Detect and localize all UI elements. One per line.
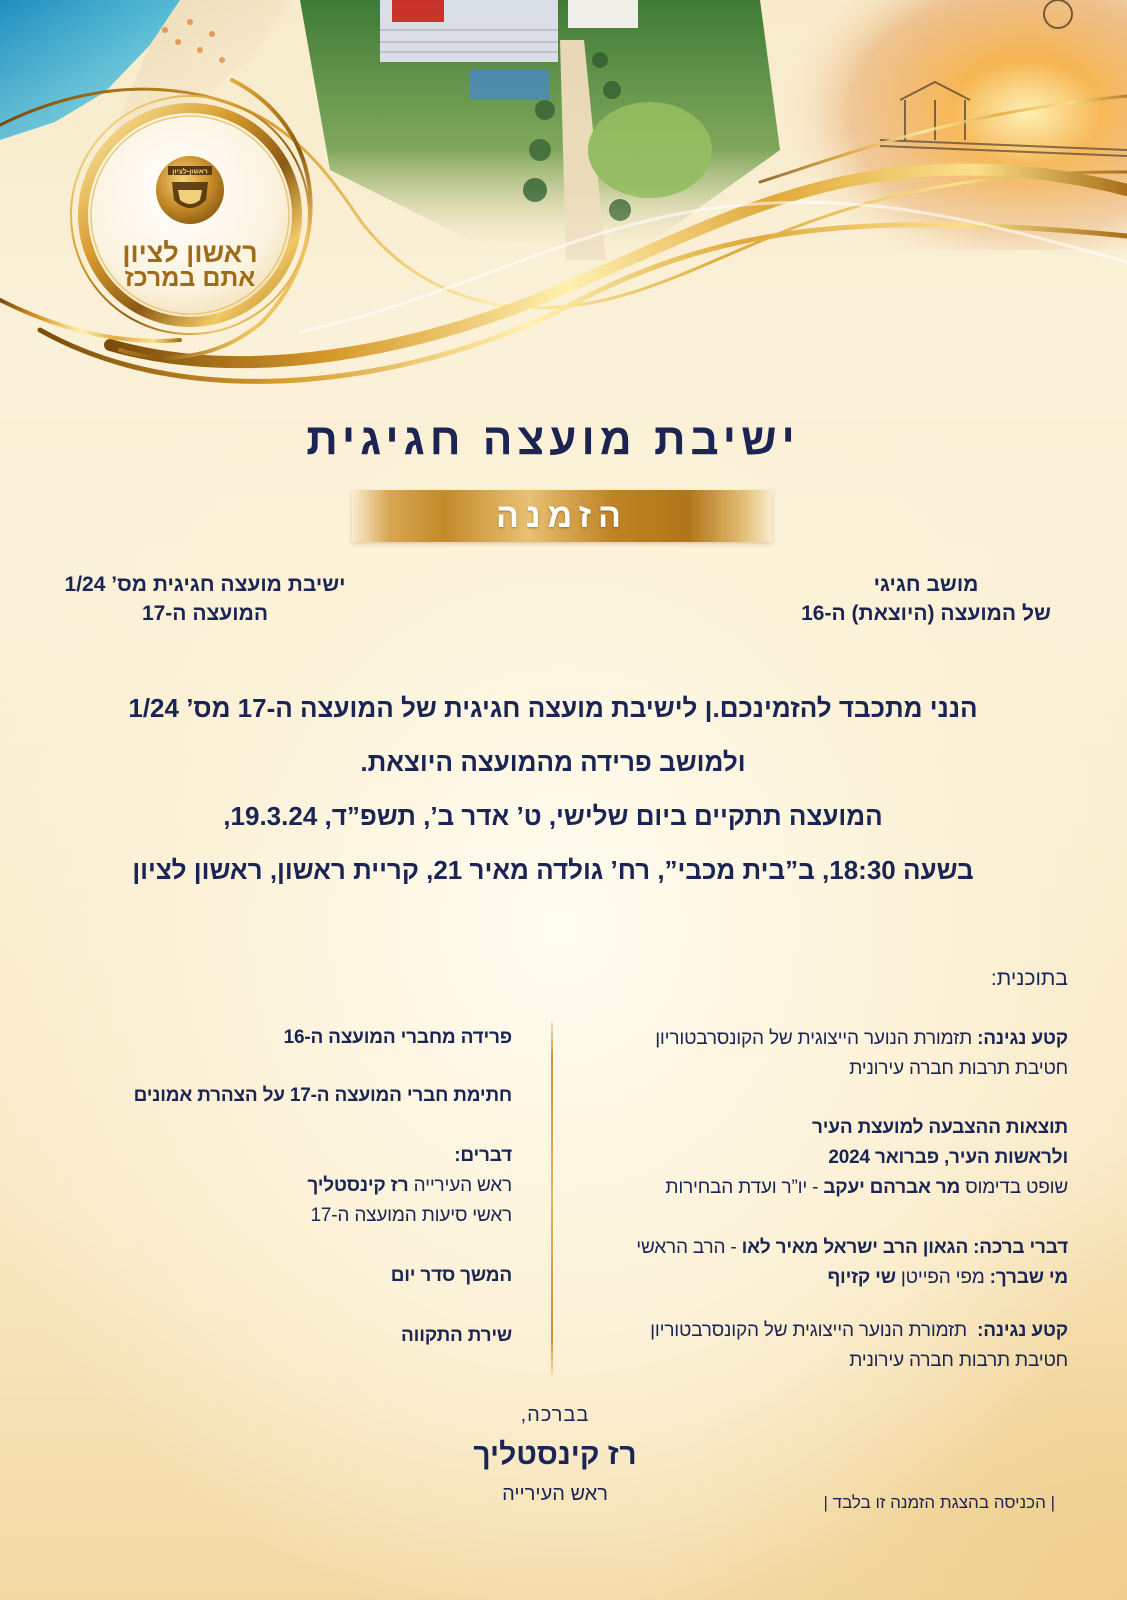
- program-line: [52, 1171, 512, 1201]
- entry-note: | הכניסה בהצגת הזמנה זו בלבד |: [823, 1493, 1055, 1512]
- signatory-role: ראש העירייה: [502, 1483, 608, 1505]
- program-heading: בתוכנית:: [990, 967, 1068, 990]
- program-label: קטע נגינה:: [977, 1320, 1068, 1341]
- program-item-blessings: [568, 1233, 1068, 1293]
- header-left-line1: ישיבת מועצה חגיגית מס’ 1/24: [64, 573, 346, 596]
- program-item-music: [568, 1024, 1068, 1084]
- program-item-oath: [52, 1081, 512, 1111]
- program-text: - הרב הראשי: [636, 1237, 742, 1258]
- program-text: מפי הפייטן: [895, 1267, 990, 1288]
- city-emblem: [156, 156, 224, 224]
- program-line: [568, 1024, 1068, 1054]
- header-right-line2: של המועצה (היוצאת) ה-16: [801, 602, 1051, 625]
- logo-line1: ראשון לציון: [122, 238, 258, 268]
- program-label: מי שברך:: [989, 1267, 1068, 1288]
- program-label: קטע נגינה:: [977, 1028, 1068, 1049]
- program-label: דברי ברכה: הגאון הרב ישראל מאיר לאו: [741, 1237, 1068, 1258]
- program-name: מר אברהם יעקב: [823, 1177, 961, 1198]
- program-text: תזמורת הנוער הייצוגית של הקונסרבטוריון: [650, 1320, 978, 1341]
- program-line: דברים:: [454, 1145, 512, 1166]
- program-line: חתימת חברי המועצה ה-17 על הצהרת אמונים: [133, 1085, 512, 1106]
- body-line: בשעה 18:30, ב”בית מכבי”, רח’ גולדה מאיר 21, קריית ראשון, ראשון לציון: [132, 855, 974, 885]
- program-item-farewell: [52, 1023, 512, 1053]
- program-line: חטיבת תרבות חברה עירונית: [849, 1350, 1068, 1371]
- program-name: רז קינסטליך: [307, 1175, 409, 1196]
- invitation-body: [0, 681, 1106, 897]
- header-right-line1: מושב חגיגי: [873, 573, 979, 596]
- program-line: [568, 1263, 1068, 1293]
- program-text: ראש העירייה: [408, 1175, 512, 1196]
- program-item-speeches: [52, 1141, 512, 1231]
- program-text: שופט בדימוס: [960, 1177, 1068, 1198]
- program-item-music-2: [568, 1316, 1068, 1376]
- program-item-anthem: [52, 1321, 512, 1351]
- program-line: תוצאות ההצבעה למועצת העיר: [812, 1117, 1068, 1138]
- program-line: פרידה מחברי המועצה ה-16: [283, 1027, 512, 1048]
- program-text: תזמורת הנוער הייצוגית של הקונסרבטוריון: [655, 1028, 978, 1049]
- program-line: [568, 1173, 1068, 1203]
- body-line: המועצה תתקיים ביום שלישי, ט’ אדר ב’, תשפ”ד, 19.3.24,: [223, 801, 883, 831]
- emblem-text: ראשון-לציון: [172, 168, 208, 176]
- program-line: [568, 1233, 1068, 1263]
- closing-greeting: בברכה,: [520, 1404, 590, 1426]
- program-line: [568, 1316, 1068, 1346]
- header-artwork: [0, 0, 1127, 420]
- body-line: ולמושב פרידה מהמועצה היוצאת.: [360, 747, 746, 777]
- program-text: - יו”ר ועדת הבחירות: [665, 1177, 824, 1198]
- program-divider: [551, 1022, 553, 1374]
- program-line: המשך סדר יום: [390, 1265, 512, 1286]
- header-right: [761, 570, 1091, 628]
- program-name: שי קזיוף: [827, 1267, 896, 1288]
- program-item-election-results: [568, 1113, 1068, 1203]
- program-item-agenda: [52, 1261, 512, 1291]
- invitation-label: הזמנה: [352, 490, 772, 542]
- program-line: שירת התקווה: [401, 1325, 512, 1346]
- program-line: ראשי סיעות המועצה ה-17: [310, 1205, 512, 1226]
- logo-line2: אתם במרכז: [124, 264, 256, 292]
- body-line: הנני מתכבד להזמינכם.ן לישיבת מועצה חגיגית של המועצה ה-17 מס’ 1/24: [128, 693, 978, 723]
- program-line: ולראשות העיר, פברואר 2024: [828, 1147, 1068, 1168]
- page-title: ישיבת מועצה חגיגית: [306, 415, 800, 464]
- signatory-name: רז קינסטליך: [473, 1438, 637, 1471]
- header-left-line2: המועצה ה-17: [141, 602, 269, 625]
- program-line: חטיבת תרבות חברה עירונית: [849, 1058, 1068, 1079]
- header-left: [40, 570, 370, 628]
